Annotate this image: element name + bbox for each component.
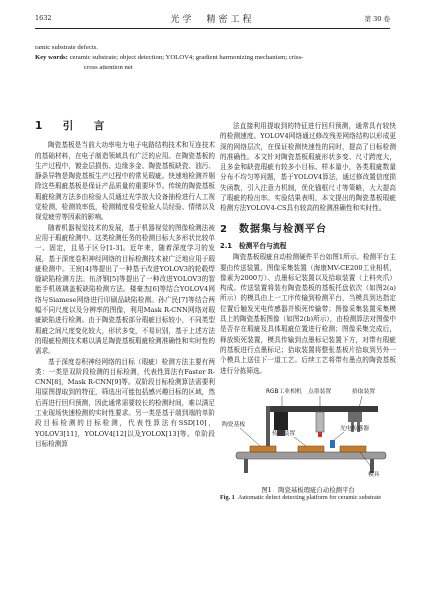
intro-paragraph-3: 基于深度卷积神经网络的目标（瑕疵）检测方法主要有两类：一类是双阶段检测的目标检测，代表性算法有Faster R-CNN[8]，Mask R-CNN[9]等。双阶段目标检测算法需要利用原图提取到的特征，筛选出可能包括感兴趣目标的区域，然后再进行回归预测，因此通常需要较长的检测时间，难以满足工业现场快速检测的实时性要求。另一类是基于端到端的单阶段目标检测的目标检测，代表性算法有SSD[10]，YOLOV3[11]，YOLOV4[12]以及YOLOX[13]等。单阶段目标检测算 <box>35 357 215 448</box>
subsection-2-1-title: 2.1 检测平台与流程 <box>220 241 287 250</box>
caption-en-label: Fig. 1 <box>220 494 235 502</box>
label-sensor: 光电传感器 <box>340 425 369 432</box>
intro-paragraph-1: 陶瓷基板是当前大功率电力电子电路结构技术和互连技术的基础材料，在电子制造领域具有广泛的应用。在陶瓷基板的生产过程中，镀金层损伤、边缘多金、陶瓷基板缺瓷、油污、静条异物是陶瓷基板生产过程中的常见瑕疵。快速地检测并剔除这些瑕疵基板是保证产品质量的重要环节。传统的陶瓷基板瑕疵检测方法多由检验人员通过光学放大设备抽检进行人工视觉检测，检测效率低，检测精度易受检验人员经验、情绪以及视觉疲劳等因素的影响。 <box>35 141 215 222</box>
ink-marker-icon <box>316 412 324 437</box>
gantry-beam <box>268 406 378 412</box>
platform-paragraph: 陶瓷基板瑕疵自动检测硬件平台如图1所示。检测平台主要由传送装置、图像采集装置（海康MV-CE200工业相机，像素为2000万）、点墨标记装置以及拾取装置（上料夹爪）构成。传送装置将装有陶瓷基板的基板托盘依次（如图2(a)所示）的模具由上一工序传输到检测平台，当模具到达指定位置后触发光电传感器并锁死传输带；图像采集装置采集模具上的陶瓷基板图像（如图2(b)所示），由检测算法对图像中是否存在瑕疵及具体瑕疵位置进行检测；图像采集完成后，释放锁死装置，模具传输到点墨标记装置下方，对带有瑕疵的基板进行点墨标记；拾取装置将整张基板片拾取到另外一个模具上送往下一道工艺。后续工艺将带有墨点的陶瓷基板进行分拣筛选。 <box>220 253 396 375</box>
label-conveyor: 传送装置 <box>272 430 296 437</box>
section-1-title: 1 引 言 <box>35 120 110 132</box>
running-header <box>35 12 390 26</box>
intro-paragraph-2: 随着机器视觉技术的发展，基于机器视觉的图像检测法被应用于瑕疵检测中。这类检测任务的检测目标大多形状比较单一、固定，且易于区分[1-3]。近年来，随着深度学习的发展，基于深度卷积神经网络的目标检测技术被广泛地应用于瑕疵检测中。王宸[4]等提出了一种基于改进YOLOV3的轮毂焊缝缺陷检测方法。伍济钢[5]等提出了一种改进YOLOV3的智能手机玻璃盖板缺陷检测方法。楼豪杰[6]等结合YOLOV4网络与Siamese网络进行印刷品缺陷检测。孙广民[7]等结合两幅不同尺度以及分辨率的图像，利用Mask R-CNN网络对瑕疵缺陷进行检测。由于陶瓷基板部分瑕疵目标较小，不同类型瑕疵之间尺度变化较大，形状多变，不易识别，基于上述方法的瑕疵检测技术难以满足陶瓷基板瑕疵检测准确性和实时性的需求。 <box>35 223 215 356</box>
label-pick: 拾取装置 <box>352 388 376 395</box>
volume-label: 第 30 卷 <box>364 15 390 23</box>
caption-en <box>220 494 396 503</box>
header-rule <box>35 28 390 29</box>
caption-cn: 图1 陶瓷基板瑕疵自动检测平台 <box>261 485 355 494</box>
mold-1 <box>250 446 276 452</box>
platform-diagram <box>220 382 396 484</box>
journal-title: 光学 精密工程 <box>170 15 255 25</box>
label-substrate: 陶瓷基板 <box>222 421 246 428</box>
keywords-line1: ceramic substrate; object detection; YOLOV4; gradient harmonizing mechanism; criss- <box>67 54 304 61</box>
conveyor-belt <box>236 452 386 459</box>
mold-2 <box>298 446 324 452</box>
caption-en-text: Automatic defect detecting platform for ceramic substrate <box>237 494 382 502</box>
label-ink: 点墨装置 <box>308 388 332 395</box>
left-column <box>35 121 215 449</box>
label-mold: 模具 <box>368 471 380 478</box>
keywords-line2: cross attention net <box>84 64 133 71</box>
keywords-label: Key words: <box>35 54 68 61</box>
label-camera: RGB工业相机 <box>266 388 302 395</box>
section-2-title: 2 数据集与检测平台 <box>220 223 327 235</box>
figure-1 <box>220 382 396 484</box>
figure-1-caption <box>220 486 396 503</box>
right-column <box>220 121 396 503</box>
abstract-block <box>35 43 390 73</box>
mold-3 <box>340 446 366 452</box>
conveyor-leg <box>244 459 248 473</box>
keywords <box>35 53 390 73</box>
sensor-icon <box>330 440 335 448</box>
abstract-tail: ramic substrate defects. <box>35 44 98 51</box>
intro-paragraph-4: 法直接利用提取到的特征进行回归预测，通常具有较快的检测速度。YOLOV4网络通过修改残差网络结构以形成更深的网络层次，在保证检测快速性的同时，提高了目标检测的准确性。本文针对陶瓷基板瑕疵形状多变、尺寸跨度大，且多金和缺瓷瑕疵有较多小目标、样本量小，各类瑕疵数量分布不均匀等问题，基于YOLOV4算法，通过修改置信度损失函数，引入注意力机制，优化锚框尺寸等策略，大大提高了瑕疵的检出率。实验结果表明，本文提出的陶瓷基板瑕疵检测方法YOLOV4-CS具有较高的检测准确性和实时性。 <box>220 122 396 213</box>
page-number: 1632 <box>35 14 52 22</box>
